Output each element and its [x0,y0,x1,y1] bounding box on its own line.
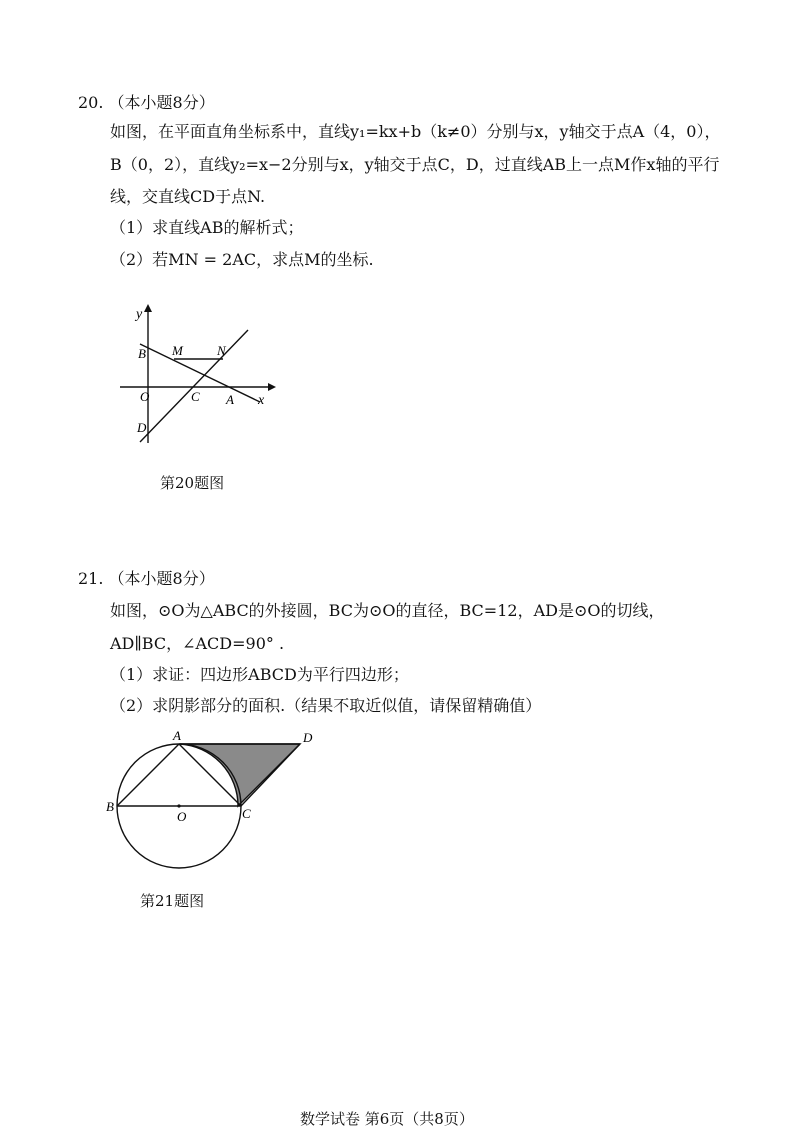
q21-label-b: B [106,799,114,814]
q20-part2: （2）若MN = 2AC，求点M的坐标. [110,250,374,269]
q20-line3: 线，交直线CD于点N. [110,187,266,206]
q20-label-c: C [191,389,200,404]
q21-part2: （2）求阴影部分的面积.（结果不取近似值，请保留精确值） [110,696,542,715]
q21-line2: AD∥BC，∠ACD=90° . [110,634,285,653]
q21-part1: （1）求证：四边形ABCD为平行四边形； [110,665,409,684]
q20-label-o: O [140,389,150,404]
q21-figure [100,730,330,880]
q20-label-a: A [226,392,234,407]
q20-x-arrow [268,383,276,391]
q21-line1: 如图，⊙O为△ABC的外接圆，BC为⊙O的直径，BC=12，AD是⊙O的切线， [110,601,665,620]
q20-caption: 第20题图 [160,474,225,492]
q21-header: 21. （本小题8分） [78,569,215,588]
q21-center-point [177,804,180,807]
q20-label-x: x [258,393,265,408]
q20-line1: 如图，在平面直角坐标系中，直线y₁=kx+b（k≠0）分别与x，y轴交于点A（4，0）， [110,122,721,141]
q20-line-ab [140,344,260,402]
q21-label-c: C [242,806,251,821]
q20-figure [110,300,310,450]
q20-line-cd [140,330,248,442]
q20-y-arrow [144,304,152,312]
q21-segment-ab [117,744,179,806]
q20-header: 20. （本小题8分） [78,93,215,112]
q20-label-y: y [136,307,143,322]
q20-label-m: M [172,343,183,358]
q21-label-d: D [303,730,313,745]
q21-label-a: A [173,730,181,743]
q20-label-n: N [217,343,226,358]
q21-label-o: O [177,809,187,824]
q21-caption: 第21题图 [140,892,205,910]
q20-part1: （1）求直线AB的解析式； [110,218,304,237]
q20-label-b: B [138,346,146,361]
page-footer: 数学试卷 第6页（共8页） [300,1110,474,1128]
q20-label-d: D [137,420,147,435]
q20-line2: B（0，2），直线y₂=x−2分别与x，y轴交于点C，D，过直线AB上一点M作x轴的平行 [110,155,720,174]
